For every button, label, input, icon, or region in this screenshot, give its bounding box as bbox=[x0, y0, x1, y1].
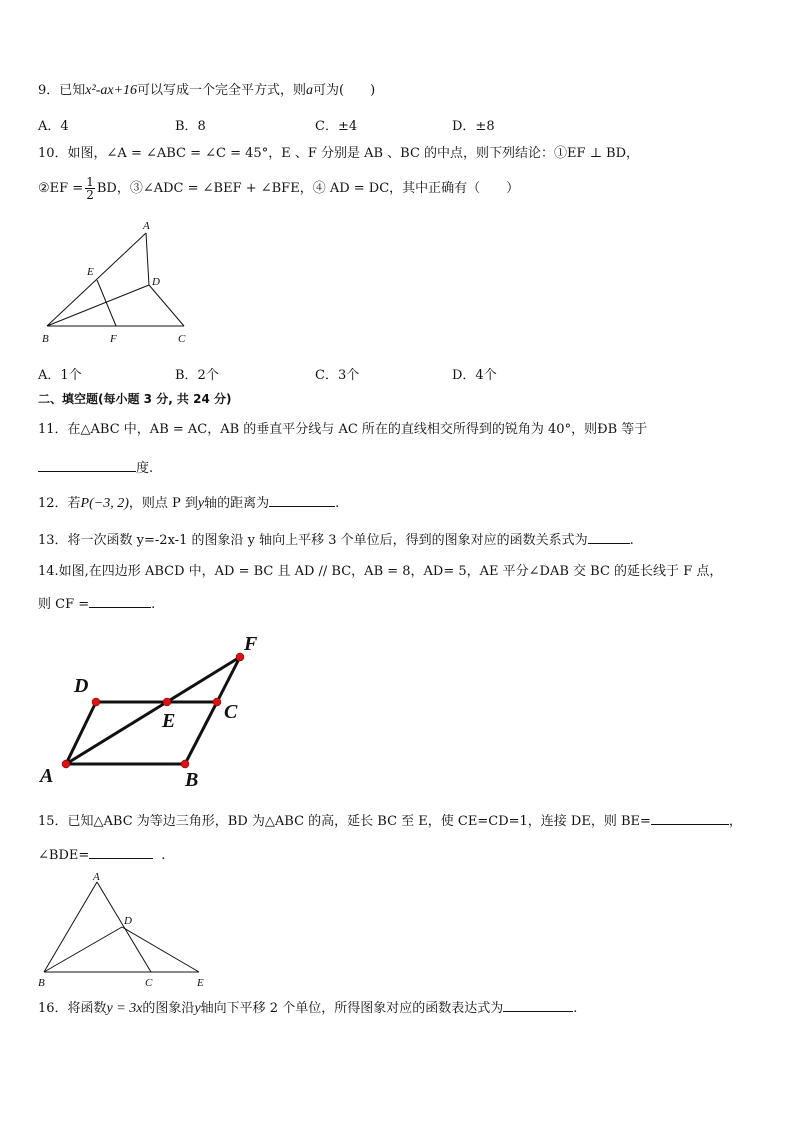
q10-option-a[interactable]: A．1个 bbox=[38, 368, 82, 383]
q15-line-2b: . bbox=[161, 848, 166, 863]
q16-text-a: 16．将函数 bbox=[38, 1001, 107, 1016]
q9-text-c: 可为( ) bbox=[313, 83, 376, 98]
q12-text-d: . bbox=[335, 496, 340, 511]
q16-text-c: 轴向下平移 2 个单位，所得图象对应的函数表达式为 bbox=[200, 1001, 504, 1016]
q16-text-b: 的图象沿 bbox=[142, 1001, 195, 1016]
q9-expression: x²-ax+16 bbox=[85, 83, 138, 98]
q9-option-c[interactable]: C．±4 bbox=[315, 119, 358, 134]
q11-line-2-text: 度. bbox=[136, 461, 154, 476]
q15-line-2a: ∠BDE= bbox=[38, 848, 90, 863]
q13-text-a: 13．将一次函数 y=-2x-1 的图象沿 y 轴向上平移 3 个单位后，得到的图象对应的函数关系式为 bbox=[38, 533, 588, 548]
section-2-title: 二、填空题(每小题 3 分, 共 24 分) bbox=[38, 392, 232, 406]
q14-label-a: A bbox=[40, 765, 54, 787]
q14-line-2a: 则 CF = bbox=[38, 597, 90, 612]
q10-line-1: 10．如图，∠A = ∠ABC = ∠C = 45°，E 、F 分别是 AB 、BC 的中点，则下列结论：①EF ⊥ BD， bbox=[38, 146, 640, 161]
q14-line-2b: . bbox=[151, 597, 156, 612]
q16-expression: y = 3x bbox=[106, 1001, 143, 1016]
q10-label-f: F bbox=[110, 333, 117, 345]
q10-label-a: A bbox=[143, 220, 150, 232]
q12-axis: y bbox=[197, 496, 205, 511]
q14-label-b: B bbox=[185, 769, 199, 791]
q12-text-b: ，则点 P 到 bbox=[128, 496, 198, 511]
q14-label-c: C bbox=[224, 701, 238, 723]
q10-frac-numerator: 1 bbox=[86, 175, 94, 189]
q13-text-b: . bbox=[629, 533, 634, 548]
q15-label-d: D bbox=[124, 915, 132, 927]
q9-variable: a bbox=[306, 83, 314, 98]
q9-option-d[interactable]: D．±8 bbox=[452, 119, 495, 134]
q10-option-c[interactable]: C．3个 bbox=[315, 368, 360, 383]
q14-label-f: F bbox=[244, 633, 258, 655]
q9-text-a: 9．已知 bbox=[38, 83, 86, 98]
q10-option-b[interactable]: B．2个 bbox=[175, 368, 219, 383]
q15-line-1b: ， bbox=[728, 814, 742, 829]
q15-label-b: B bbox=[38, 977, 45, 989]
question-16 bbox=[38, 998, 577, 1018]
q16-text-d: . bbox=[573, 1001, 578, 1016]
q9-option-a[interactable]: A．4 bbox=[38, 119, 69, 134]
q15-label-c: C bbox=[145, 977, 153, 989]
q14-label-e: E bbox=[162, 710, 176, 732]
q10-option-d[interactable]: D．4个 bbox=[452, 368, 497, 383]
q9-text-b: 可以写成一个完全平方式，则 bbox=[137, 83, 307, 98]
q15-label-a: A bbox=[93, 871, 100, 883]
q12-text-c: 轴的距离为 bbox=[204, 496, 270, 511]
q16-answer-blank[interactable] bbox=[503, 998, 573, 1012]
q12-text-a: 12．若 bbox=[38, 496, 81, 511]
q10-label-e: E bbox=[87, 266, 94, 278]
q10-label-c: C bbox=[178, 333, 186, 345]
q9-option-b[interactable]: B．8 bbox=[175, 119, 206, 134]
q14-label-d: D bbox=[74, 675, 89, 697]
q11-line-1: 11．在△ABC 中，AB = AC，AB 的垂直平分线与 AC 所在的直线相交所得到的锐角为 40°，则ÐB 等于 bbox=[38, 422, 648, 437]
q12-point: P(−3, 2) bbox=[80, 496, 129, 511]
q10-label-b: B bbox=[42, 333, 49, 345]
q10-line-2b: BD，③∠ADC = ∠BEF + ∠BFE，④ AD = DC，其中正确有（ ） bbox=[96, 181, 520, 196]
q14-line-1: 14.如图,在四边形 ABCD 中，AD = BC 且 AD // BC，AB = 8，AD= 5，AE 平分∠DAB 交 BC 的延长线于 F 点， bbox=[38, 564, 723, 579]
q16-axis: y bbox=[194, 1001, 201, 1016]
q15-line-1a: 15．已知△ABC 为等边三角形，BD 为△ABC 的高，延长 BC 至 E，使 CE=CD=1，连接 DE，则 BE= bbox=[38, 814, 651, 829]
q10-frac-denominator: 2 bbox=[86, 188, 94, 202]
q15-label-e: E bbox=[197, 977, 204, 989]
q10-label-d: D bbox=[152, 276, 160, 288]
q10-line-2a: ②EF = bbox=[38, 181, 84, 196]
